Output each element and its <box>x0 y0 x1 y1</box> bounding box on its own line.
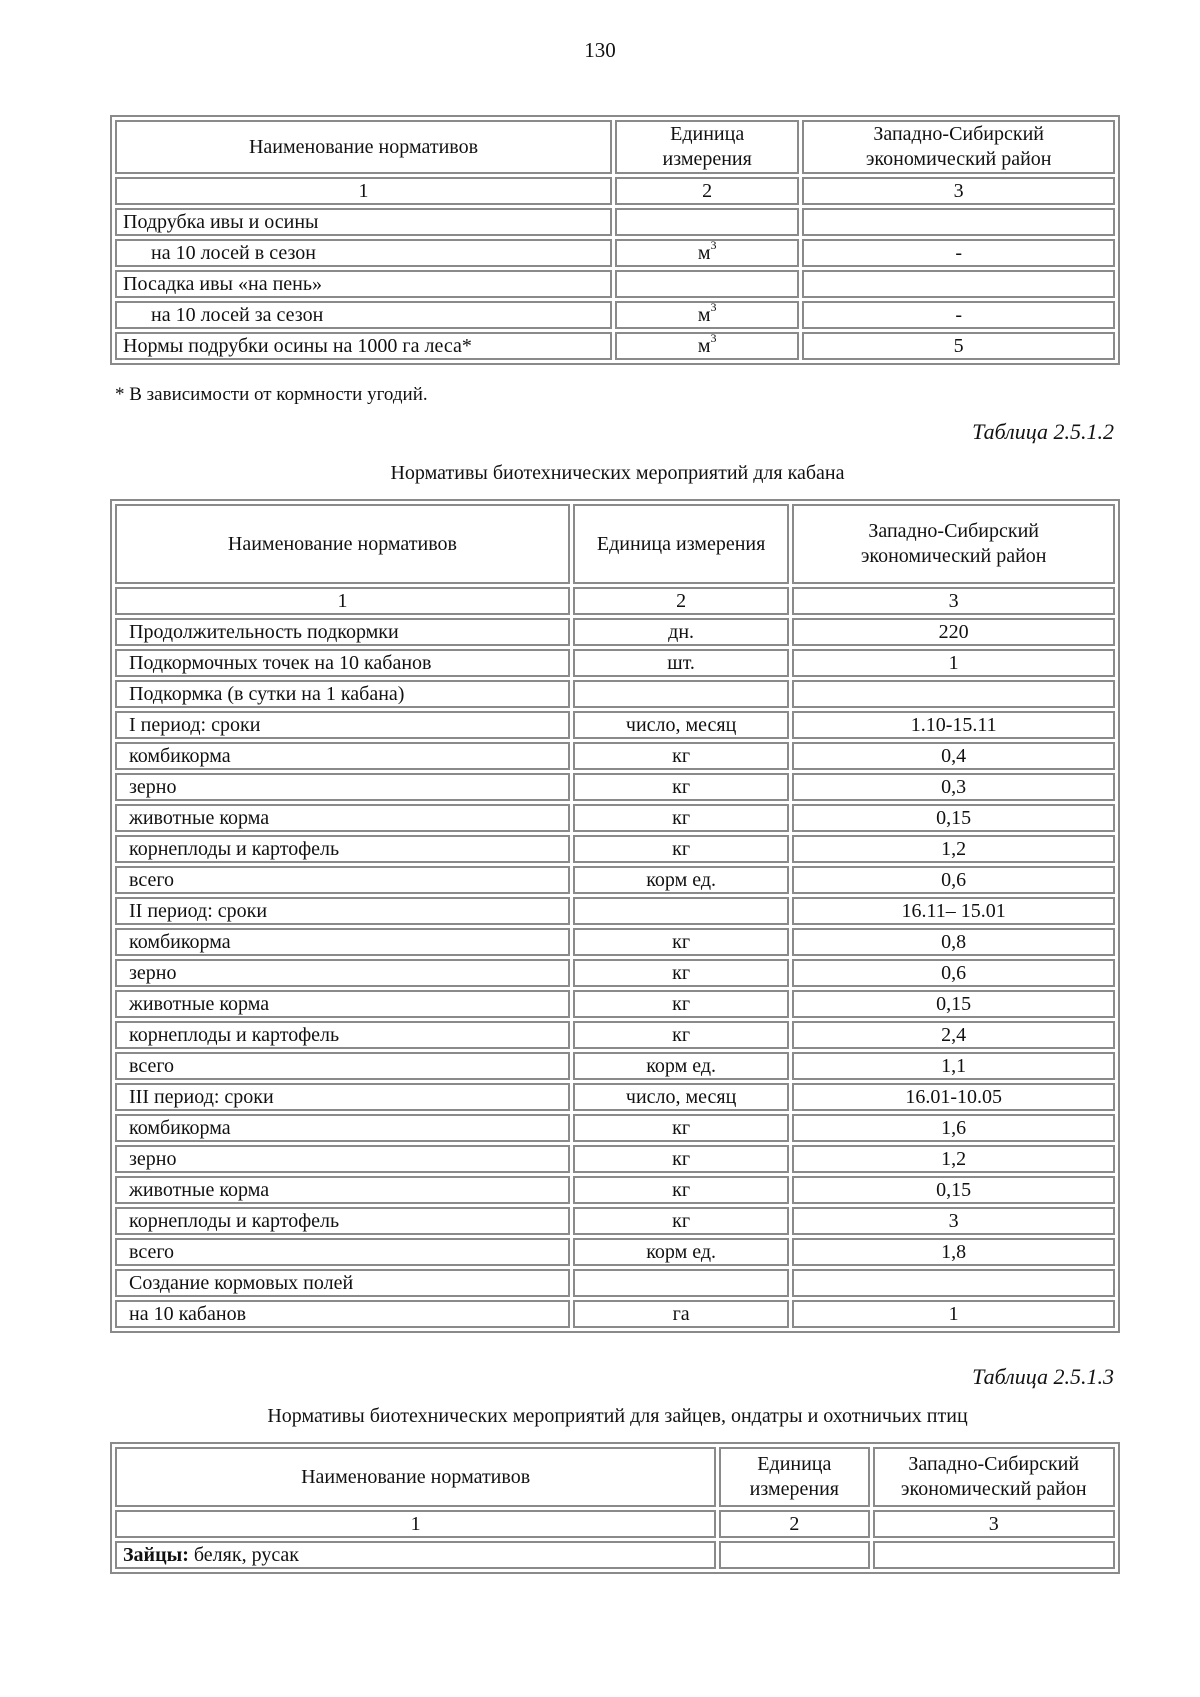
row-name: корнеплоды и картофель <box>115 1207 570 1235</box>
row-value: 0,6 <box>792 959 1115 987</box>
row-unit: число, месяц <box>573 711 789 739</box>
table-row <box>115 1114 1115 1142</box>
row-value: 0,15 <box>792 1176 1115 1204</box>
column-number-row <box>115 1510 1115 1538</box>
row-name: комбикорма <box>115 742 570 770</box>
unit-text: м <box>697 242 711 264</box>
row-name: всего <box>115 866 570 894</box>
row-unit: кг <box>573 990 789 1018</box>
row-name: всего <box>115 1052 570 1080</box>
col-number: 2 <box>615 177 799 205</box>
header-name: Наименование нормативов <box>115 504 570 584</box>
table-row <box>115 1145 1115 1173</box>
table-row <box>115 332 1115 360</box>
row-value: - <box>802 301 1115 329</box>
table-title-2: Нормативы биотехнических мероприятий для кабана <box>390 462 845 484</box>
row-name: II период: сроки <box>115 897 570 925</box>
header-name: Наименование нормативов <box>115 1447 716 1507</box>
column-number-row <box>115 587 1115 615</box>
row-name: всего <box>115 1238 570 1266</box>
row-name-bold: Зайцы: <box>123 1544 189 1566</box>
row-unit: число, месяц <box>573 1083 789 1111</box>
row-unit <box>615 239 799 267</box>
unit-text: м <box>697 335 711 357</box>
row-name: животные корма <box>115 990 570 1018</box>
row-unit <box>615 270 799 298</box>
table-row <box>115 1176 1115 1204</box>
row-unit: кг <box>573 742 789 770</box>
row-name: зерно <box>115 1145 570 1173</box>
col-number: 3 <box>802 177 1115 205</box>
row-unit <box>573 897 789 925</box>
row-name: I период: сроки <box>115 711 570 739</box>
table-number-3: Таблица 2.5.1.3 <box>972 1364 1114 1389</box>
table-boar-norms <box>110 499 1120 1333</box>
row-value: 1,2 <box>792 835 1115 863</box>
table-row <box>115 804 1115 832</box>
row-value: 2,4 <box>792 1021 1115 1049</box>
row-value: 16.11– 15.01 <box>792 897 1115 925</box>
table-row <box>115 1207 1115 1235</box>
row-value: 0,3 <box>792 773 1115 801</box>
unit-superscript: 3 <box>710 332 717 346</box>
row-name: животные корма <box>115 804 570 832</box>
header-region-line1: Западно-Сибирский <box>868 520 1039 542</box>
table-header-row <box>115 120 1115 174</box>
row-unit: кг <box>573 1207 789 1235</box>
row-value: - <box>802 239 1115 267</box>
col-number: 2 <box>719 1510 869 1538</box>
header-unit <box>719 1447 869 1507</box>
table-header-row <box>115 1447 1115 1507</box>
row-value: 0,15 <box>792 990 1115 1018</box>
row-name: на 10 лосей в сезон <box>115 239 612 267</box>
row-value: 5 <box>802 332 1115 360</box>
col-number: 1 <box>115 587 570 615</box>
table-moose-norms <box>110 115 1120 365</box>
column-number-row <box>115 177 1115 205</box>
table-row <box>115 1300 1115 1328</box>
unit-superscript: 3 <box>710 301 717 315</box>
row-name: зерно <box>115 773 570 801</box>
col-number: 1 <box>115 1510 716 1538</box>
row-value <box>802 208 1115 236</box>
row-value: 0,6 <box>792 866 1115 894</box>
row-unit <box>615 301 799 329</box>
table-hare-norms <box>110 1442 1120 1574</box>
row-name: комбикорма <box>115 928 570 956</box>
row-name: корнеплоды и картофель <box>115 835 570 863</box>
table-row <box>115 1083 1115 1111</box>
row-unit: кг <box>573 1176 789 1204</box>
row-value: 16.01-10.05 <box>792 1083 1115 1111</box>
table-title-3: Нормативы биотехнических мероприятий для зайцев, ондатры и охотничьих птиц <box>267 1405 968 1427</box>
row-unit: кг <box>573 959 789 987</box>
table-row <box>115 649 1115 677</box>
table-header-row <box>115 504 1115 584</box>
row-value: 1,2 <box>792 1145 1115 1173</box>
col-number: 2 <box>573 587 789 615</box>
row-name: корнеплоды и картофель <box>115 1021 570 1049</box>
row-name: на 10 лосей за сезон <box>115 301 612 329</box>
row-value: 1,6 <box>792 1114 1115 1142</box>
header-region-line1: Западно-Сибирский <box>873 123 1045 145</box>
table-row <box>115 1541 1115 1569</box>
row-name: Подрубка ивы и осины <box>115 208 612 236</box>
table-row <box>115 711 1115 739</box>
table-row <box>115 1021 1115 1049</box>
row-unit: га <box>573 1300 789 1328</box>
row-value: 0,4 <box>792 742 1115 770</box>
row-value: 3 <box>792 1207 1115 1235</box>
row-name: Продолжительность подкормки <box>115 618 570 646</box>
row-unit: корм ед. <box>573 1052 789 1080</box>
header-unit-line1: Единица <box>757 1453 832 1475</box>
table-row <box>115 990 1115 1018</box>
table-row <box>115 928 1115 956</box>
row-value <box>792 1269 1115 1297</box>
page-number: 130 <box>584 38 616 62</box>
table-row <box>115 835 1115 863</box>
row-name: зерно <box>115 959 570 987</box>
row-name-rest: беляк, русак <box>188 1544 300 1566</box>
row-unit: кг <box>573 1114 789 1142</box>
table-row <box>115 301 1115 329</box>
table-row <box>115 680 1115 708</box>
header-unit <box>615 120 799 174</box>
header-region-line2: экономический район <box>860 545 1047 567</box>
row-name: животные корма <box>115 1176 570 1204</box>
table-row <box>115 959 1115 987</box>
header-region-line2: экономический район <box>865 148 1052 170</box>
row-name: комбикорма <box>115 1114 570 1142</box>
table-row <box>115 270 1115 298</box>
row-name: Подкормка (в сутки на 1 кабана) <box>115 680 570 708</box>
row-unit: кг <box>573 928 789 956</box>
header-unit-line2: измерения <box>662 148 752 170</box>
row-value <box>792 680 1115 708</box>
row-name: Подкормочных точек на 10 кабанов <box>115 649 570 677</box>
header-region-line2: экономический район <box>900 1478 1087 1500</box>
table-row <box>115 618 1115 646</box>
table-row <box>115 208 1115 236</box>
row-unit <box>719 1541 869 1569</box>
header-region <box>802 120 1115 174</box>
table-row <box>115 866 1115 894</box>
row-value: 1,1 <box>792 1052 1115 1080</box>
header-unit-line2: измерения <box>749 1478 840 1500</box>
header-region <box>873 1447 1116 1507</box>
row-name: Создание кормовых полей <box>115 1269 570 1297</box>
row-unit <box>615 208 799 236</box>
table-row <box>115 742 1115 770</box>
row-unit: корм ед. <box>573 1238 789 1266</box>
row-unit <box>573 680 789 708</box>
header-unit: Единица измерения <box>573 504 789 584</box>
row-unit: кг <box>573 1145 789 1173</box>
row-unit: дн. <box>573 618 789 646</box>
row-value: 220 <box>792 618 1115 646</box>
table-row <box>115 239 1115 267</box>
footnote: * В зависимости от кормности угодий. <box>115 384 428 405</box>
table-row <box>115 773 1115 801</box>
table-number-2: Таблица 2.5.1.2 <box>972 419 1114 444</box>
row-name: Посадка ивы «на пень» <box>115 270 612 298</box>
row-unit: шт. <box>573 649 789 677</box>
row-value <box>873 1541 1116 1569</box>
row-value <box>802 270 1115 298</box>
unit-superscript: 3 <box>710 239 717 253</box>
table-row <box>115 1052 1115 1080</box>
table-row <box>115 1269 1115 1297</box>
row-unit: кг <box>573 804 789 832</box>
row-name: на 10 кабанов <box>115 1300 570 1328</box>
row-value: 1 <box>792 1300 1115 1328</box>
row-unit: корм ед. <box>573 866 789 894</box>
table-row <box>115 1238 1115 1266</box>
row-unit: кг <box>573 773 789 801</box>
col-number: 3 <box>873 1510 1116 1538</box>
row-unit: кг <box>573 1021 789 1049</box>
row-value: 1 <box>792 649 1115 677</box>
col-number: 1 <box>115 177 612 205</box>
header-region-line1: Западно-Сибирский <box>908 1453 1080 1475</box>
row-name: III период: сроки <box>115 1083 570 1111</box>
row-value: 0,8 <box>792 928 1115 956</box>
col-number: 3 <box>792 587 1115 615</box>
row-value: 0,15 <box>792 804 1115 832</box>
row-name <box>115 1541 716 1569</box>
row-unit: кг <box>573 835 789 863</box>
table-row <box>115 897 1115 925</box>
row-value: 1,8 <box>792 1238 1115 1266</box>
row-unit <box>573 1269 789 1297</box>
header-unit-line1: Единица <box>670 123 745 145</box>
header-region <box>792 504 1115 584</box>
header-name: Наименование нормативов <box>115 120 612 174</box>
row-value: 1.10-15.11 <box>792 711 1115 739</box>
row-name: Нормы подрубки осины на 1000 га леса* <box>115 332 612 360</box>
unit-text: м <box>697 304 711 326</box>
row-unit <box>615 332 799 360</box>
